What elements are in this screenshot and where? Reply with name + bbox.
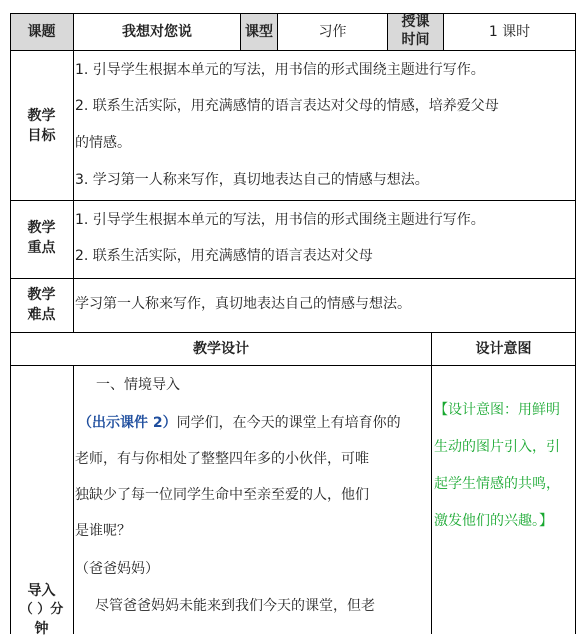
topic-label: 课题 xyxy=(27,24,56,40)
hours-label-line1: 授课 xyxy=(401,14,430,30)
type-value: 习作 xyxy=(318,24,347,40)
design-intent-header: 设计意图 xyxy=(475,341,532,357)
objective-line-2a: 2. 联系生活实际，用充满感情的语言表达对父母的情感，培养爱父母 xyxy=(75,98,499,114)
objective-line-3: 3. 学习第一人称来写作，真切地表达自己的情感与想法。 xyxy=(75,172,429,188)
topic-value: 我想对您说 xyxy=(122,24,192,40)
courseware-tag: （出示课件 2） xyxy=(78,415,177,431)
intro-p1-a: 同学们，在今天的课堂上有培育你的 xyxy=(176,415,401,431)
intro-paragraph-1b: 老师，有与你相处了整整四年多的小伙伴，可唯 xyxy=(75,451,369,467)
intro-paragraph-1a xyxy=(78,413,401,433)
hours-value: 1 课时 xyxy=(488,24,531,40)
intro-label-line2: （ ）分 xyxy=(19,602,64,617)
difficulties-label-line2: 难点 xyxy=(27,307,56,323)
design-intent-line-4: 激发他们的兴趣。】 xyxy=(434,513,553,529)
intro-paragraph-1d: 是谁呢？ xyxy=(75,523,131,539)
objective-line-2b: 的情感。 xyxy=(75,135,131,151)
difficulties-label-line1: 教学 xyxy=(27,287,56,303)
key-points-label-line1: 教学 xyxy=(27,220,56,236)
type-label: 课型 xyxy=(245,24,273,40)
design-intent-line-2: 生动的图片引入，引 xyxy=(434,439,560,455)
intro-section-title: 一、情境导入 xyxy=(96,377,180,393)
design-intent-line-3: 起学生情感的共鸣， xyxy=(434,476,560,492)
design-intent-line-1: 【设计意图：用鲜明 xyxy=(434,402,560,418)
intro-answer: （爸爸妈妈） xyxy=(75,561,159,577)
objective-line-1: 1. 引导学生根据本单元的写法，用书信的形式围绕主题进行写作。 xyxy=(75,62,485,78)
key-point-line-1: 1. 引导学生根据本单元的写法，用书信的形式围绕主题进行写作。 xyxy=(75,212,485,228)
intro-label-line3: 钟 xyxy=(34,621,49,637)
key-points-label-line2: 重点 xyxy=(27,240,56,256)
objectives-label-line1: 教学 xyxy=(27,108,56,124)
hours-label-line2: 时间 xyxy=(401,32,430,48)
key-point-line-2: 2. 联系生活实际，用充满感情的语言表达对父母 xyxy=(75,248,373,264)
difficulty-line-1: 学习第一人称来写作，真切地表达自己的情感与想法。 xyxy=(75,296,411,312)
intro-paragraph-2a: 尽管爸爸妈妈未能来到我们今天的课堂，但老 xyxy=(95,598,375,614)
intro-paragraph-1c: 独缺少了每一位同学生命中至亲至爱的人，他们 xyxy=(75,487,369,503)
intro-label-line1: 导入 xyxy=(27,583,56,599)
teaching-design-header: 教学设计 xyxy=(193,341,249,357)
objectives-label-line2: 目标 xyxy=(27,128,56,144)
